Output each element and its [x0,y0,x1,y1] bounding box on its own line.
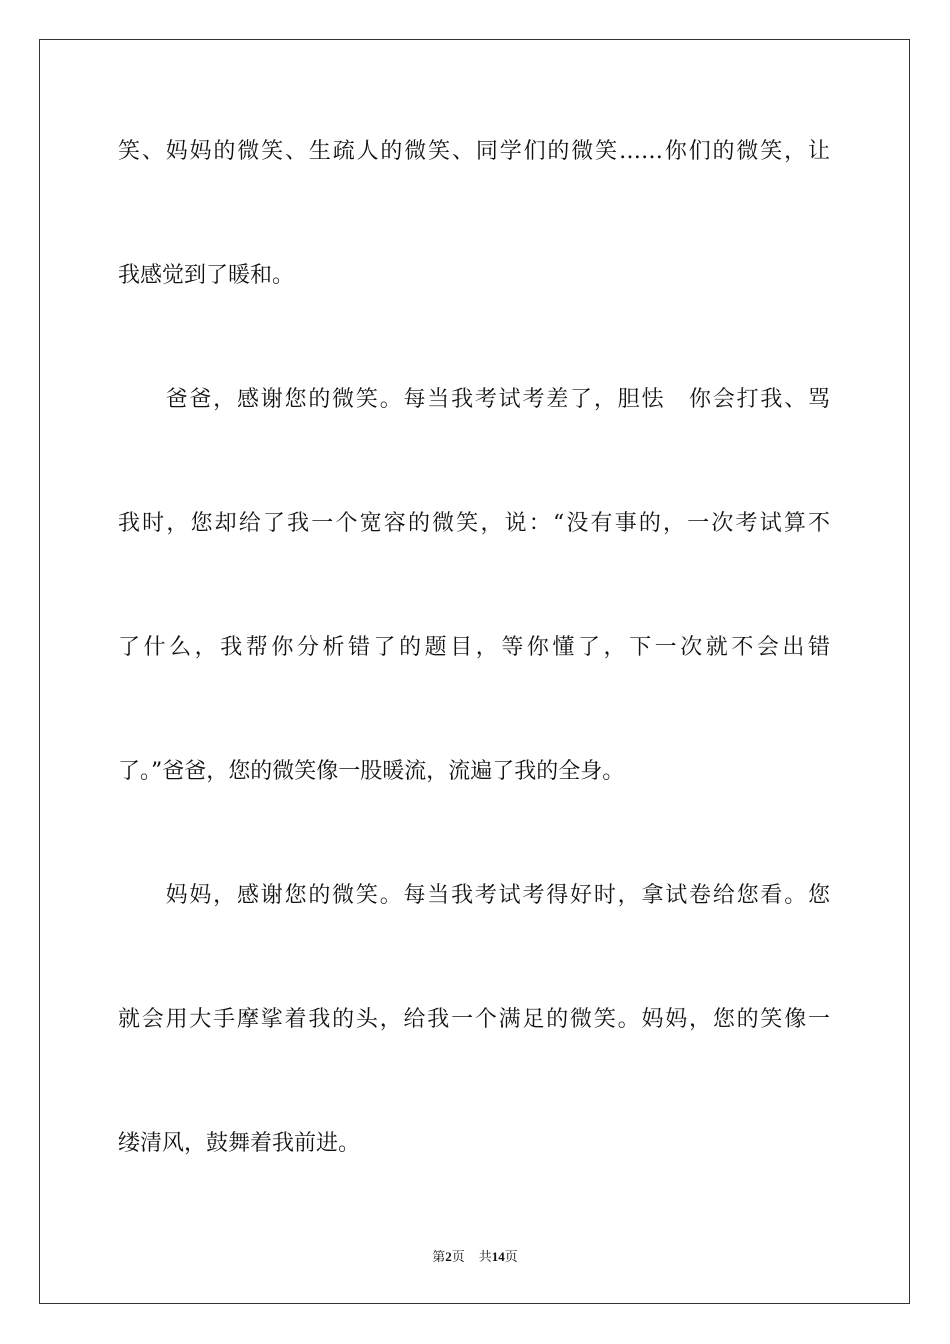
body-text-line: 我感觉到了暖和。 [118,263,295,288]
body-text-line: 了。”爸爸，您的微笑像一股暖流，流遍了我的全身。 [118,759,625,784]
body-text-line: 妈妈，感谢您的微笑。每当我考试考得好时，拿试卷给您看。您 [118,883,830,908]
total-suffix: 页 [504,1249,518,1264]
page-border [39,39,910,1304]
page-suffix: 页 [451,1249,465,1264]
page-footer [0,1248,950,1266]
total-prefix: 共 [478,1249,492,1264]
body-text-line: 笑、妈妈的微笑、生疏人的微笑、同学们的微笑……你们的微笑，让 [118,139,830,164]
total-pages: 14 [491,1249,505,1264]
body-text-line: 爸爸，感谢您的微笑。每当我考试考差了，胆怯 你会打我、骂 [118,387,830,412]
body-text-line: 缕清风，鼓舞着我前进。 [118,1131,361,1156]
page-prefix: 第 [432,1249,446,1264]
body-text-line: 我时，您却给了我一个宽容的微笑，说：“没有事的，一次考试算不 [118,511,830,536]
body-text-line: 了什么，我帮你分析错了的题目，等你懂了，下一次就不会出错 [118,635,830,660]
body-text-line: 就会用大手摩挲着我的头，给我一个满足的微笑。妈妈，您的笑像一 [118,1007,830,1032]
page-number: 2 [445,1249,452,1264]
